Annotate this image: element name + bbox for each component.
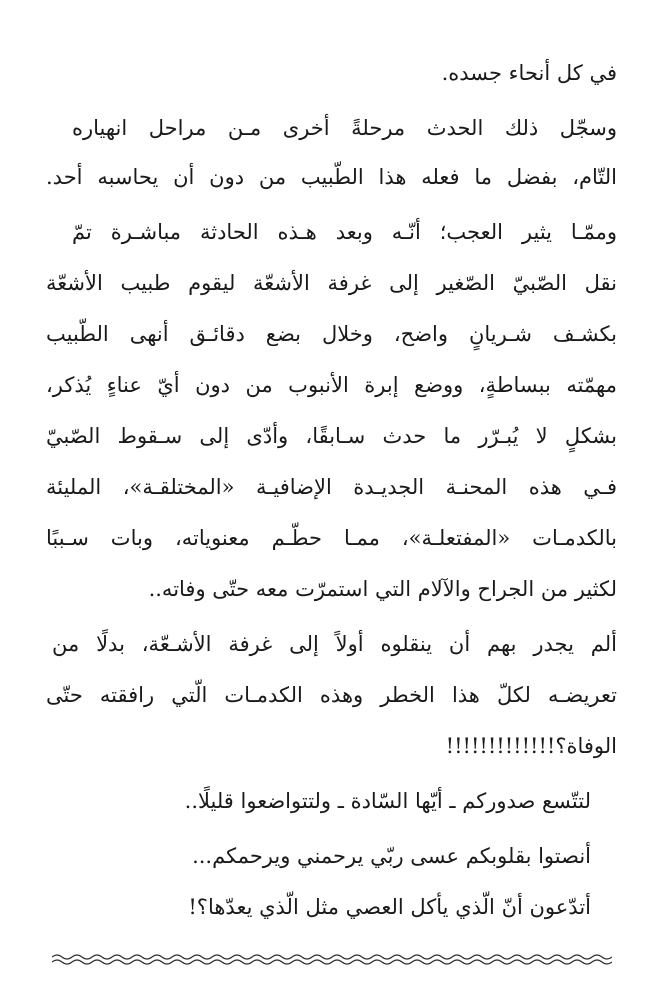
text-line-4: وممّـا يثير العجب؛ أنّـه وبعد هـذه الحادثة مباشـرة تمّ	[72, 220, 617, 244]
text-line-1: في كل أنحاء جسده.	[441, 61, 617, 85]
text-line-14: الوفاة؟!!!!!!!!!!!!!	[445, 734, 617, 758]
text-line-11: لكثير من الجراح والآلام التي استمرّت معه حتّى وفاته..	[148, 577, 617, 601]
text-line-2: وسجّل ذلك الحدث مرحلةً أخرى مـن مراحل انهياره	[72, 116, 617, 140]
text-line-12: ألم يجدر بهم أن ينقلوه أولاً إلى غرفة الأشـعّة، بدلًا من	[52, 632, 617, 656]
text-line-16: أنصتوا بقلوبكم عسى ربّي يرحمني ويرحمكم...	[192, 844, 591, 868]
text-line-6: بكشـف شـريانٍ واضح، وخلال بضع دقائـق أنهى الطّبيب	[46, 322, 617, 346]
text-line-10: بالكدمـات «المفتعلـة»، ممـا حطّـم معنوياته، وبات سـببًا	[46, 526, 617, 550]
text-line-7: مهمّته ببساطةٍ، ووضع إبرة الأنبوب من دون أيّ عناءٍ يُذكر،	[46, 373, 617, 397]
text-line-13: تعريضـه لكلّ هذا الخطر وهذه الكدمـات الّتي رافقته حتّى	[46, 683, 617, 707]
text-line-5: نقل الصّبيّ الصّغير إلى غرفة الأشعّة ليقوم طبيب الأشعّة	[46, 271, 617, 295]
text-line-8: بشكلٍ لا يُبـرّر ما حدث سـابقًا، وأدّى إلى سـقوط الصّبيّ	[46, 424, 617, 448]
text-line-9: فـي هذه المحنـة الجديـدة الإضافيـة «المختلقـة»، المليئة	[46, 475, 617, 499]
wavy-divider-line-2	[52, 960, 612, 964]
text-line-17: أتدّعون أنّ الّذي يأكل العصي مثل الّذي يعدّها؟!	[188, 895, 591, 919]
wavy-divider-line-1	[52, 955, 612, 959]
wavy-divider	[52, 952, 612, 966]
text-line-15: لتتّسع صدوركم ـ أيّها السّادة ـ ولتتواضعوا قليلًا..	[184, 789, 591, 813]
text-line-3: التّام، بفضل ما فعله هذا الطّبيب من دون أن يحاسبه أحد.	[46, 165, 617, 189]
